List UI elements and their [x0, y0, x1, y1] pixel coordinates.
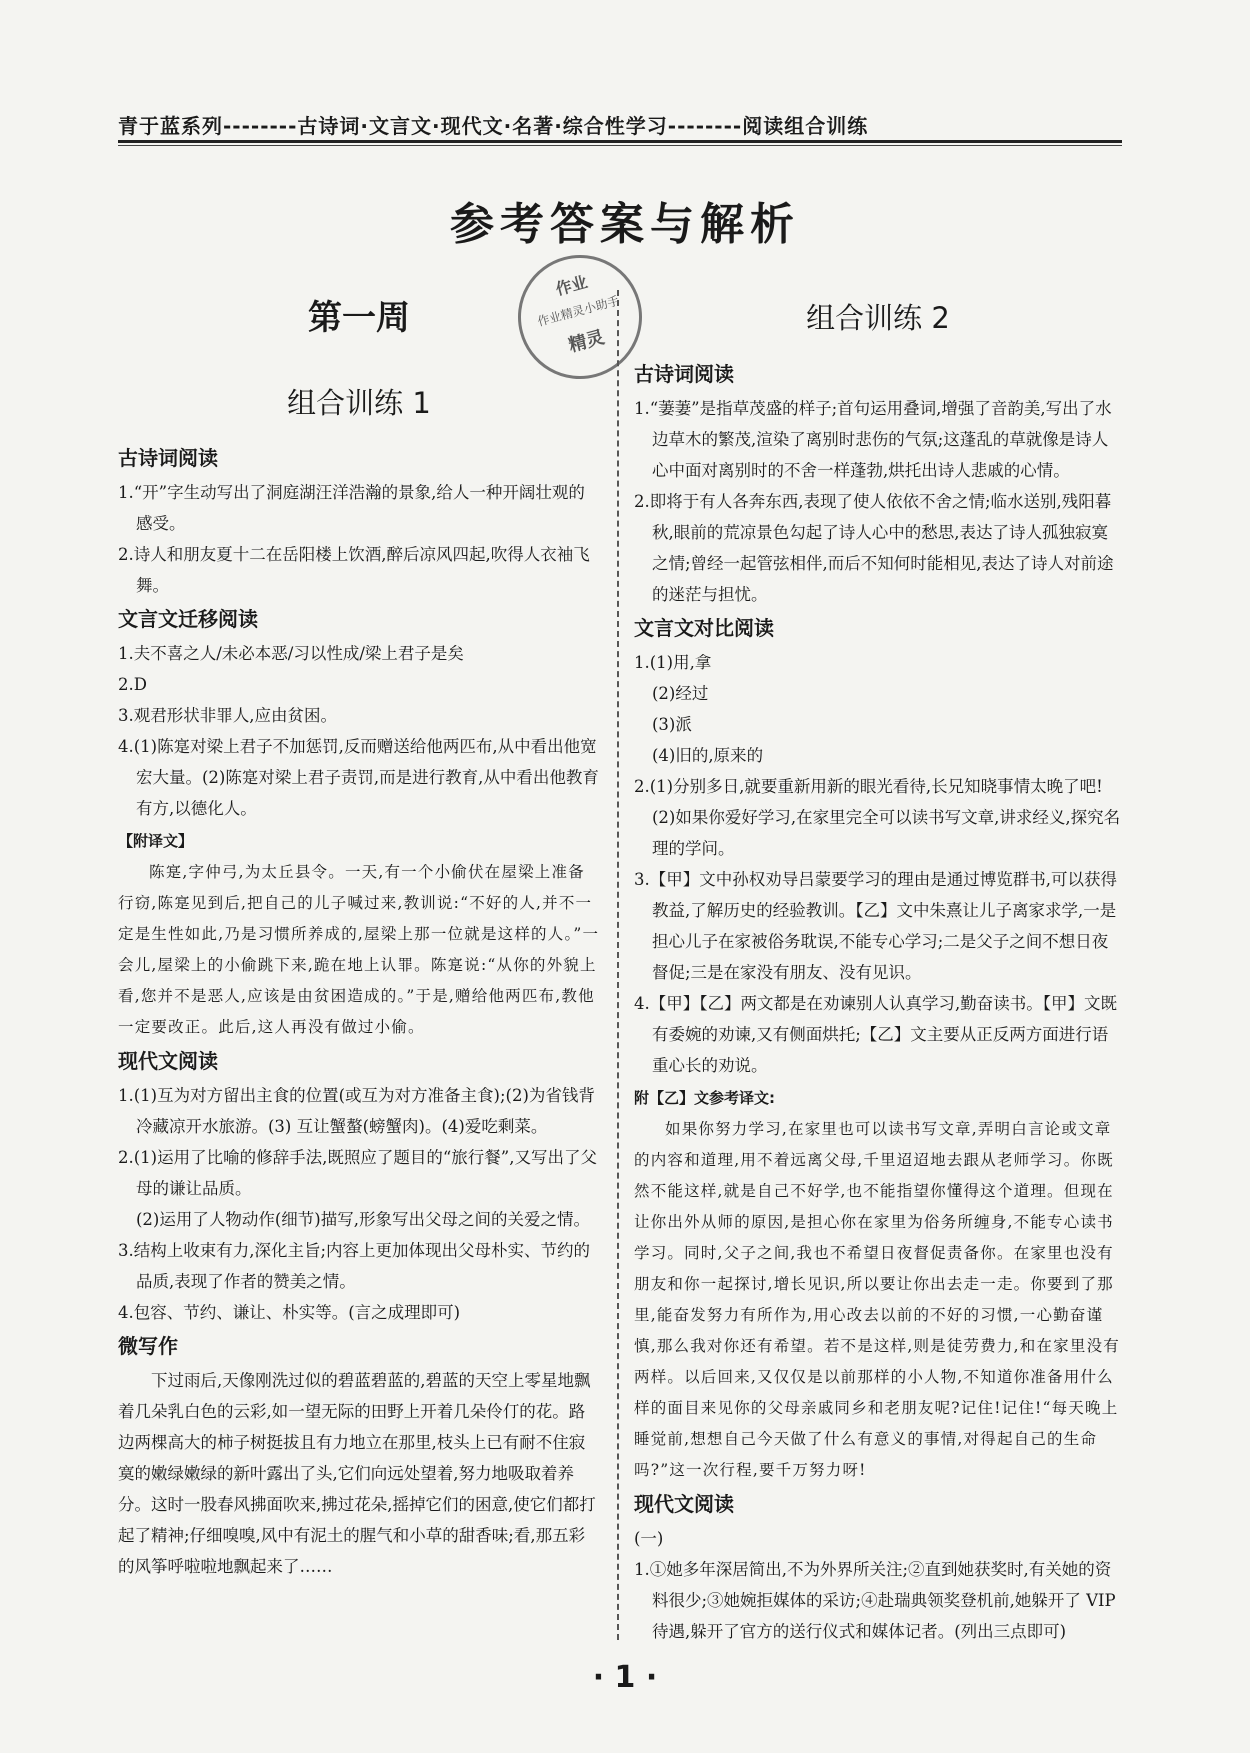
translation-label: 【附译文】 [118, 832, 194, 850]
answer-item: 1.夫不喜之人/未必本恶/习以性成/梁上君子是矣 [118, 644, 464, 663]
right-column [634, 356, 1122, 1647]
header-rule-thin [118, 145, 1122, 146]
translation-label: 附【乙】文参考译文: [634, 1089, 775, 1107]
column-divider [617, 290, 619, 1640]
answer-subitem: (2)如果你爱好学习,在家里完全可以读书写文章,讲求经义,探究名理的学问。 [652, 808, 1121, 858]
translation-text: 如果你努力学习,在家里也可以读书写文章,弄明白言论或文章的内容和道理,用不着远离父母,千里迢迢地去跟从老师学习。你既然不能这样,就是自己不好学,也不能指望你懂得这个道理。但现在让你出外从师的原因,是担心你在家里为俗务所缠身,不能专心读书学习。同时,父子之间,我也不希望日夜督促责备你。在家里也没有朋友和你一起探讨,增长见识,所以要让你出去走一走。你要到了那里,能奋发努力有所作为,用心改去以前的不好的习惯,一心勤奋谨慎,那么我对你还有希望。若不是这样,则是徒劳费力,和在家里没有两样。以后回来,又仅仅是以前那样的小人物,不知道你准备用什么样的面目来见你的父母亲戚同乡和老朋友呢?记住!记住!“每天晚上睡觉前,想想自己今天做了什么有意义的事情,对得起自己的生命吗?”这一次行程,要千万努力呀! [634, 1120, 1120, 1479]
section-title: 文言文迁移阅读 [118, 607, 258, 631]
section-title: 古诗词阅读 [118, 446, 218, 470]
stamp-line-1: 作业 [553, 272, 590, 299]
answer-subitem: (2)运用了人物动作(细节)描写,形象写出父母之间的关爱之情。 [136, 1210, 590, 1229]
answer-subitem: (4)旧的,原来的 [652, 746, 764, 765]
stamp-line-3: 精灵 [566, 326, 607, 357]
answer-subitem: (3)派 [652, 715, 692, 734]
left-column [118, 440, 600, 1582]
section-title: 现代文阅读 [118, 1049, 218, 1073]
section-title: 现代文阅读 [634, 1492, 734, 1516]
answer-item: 1.(1)互为对方留出主食的位置(或互为对方准备主食);(2)为省钱背冷藏凉开水旅游。(3) 互让蟹螯(螃蟹肉)。(4)爱吃剩菜。 [118, 1086, 595, 1136]
answer-item: 3.【甲】文中孙权劝导吕蒙要学习的理由是通过博览群书,可以获得教益,了解历史的经验教训。【乙】文中朱熹让儿子离家求学,一是担心儿子在家被俗务耽误,不能专心学习;二是父子之间不想日夜督促;三是在家没有朋友、没有见识。 [634, 870, 1117, 982]
answer-subitem: (2)经过 [652, 684, 709, 703]
answer-item: 2.即将于有人各奔东西,表现了使人依依不舍之情;临水送别,残阳暮秋,眼前的荒凉景色勾起了诗人心中的愁思,表达了诗人孤独寂寞之情;曾经一起管弦相伴,而后不知何时能相见,表达了诗人对前途的迷茫与担忧。 [634, 492, 1114, 604]
running-header: 青于蓝系列--------古诗词·文言文·现代文·名著·综合性学习--------阅读组合训练 [118, 114, 869, 138]
writing-paragraph: 下过雨后,天像刚洗过似的碧蓝碧蓝的,碧蓝的天空上零星地飘着几朵乳白色的云彩,如一望无际的田野上开着几朵伶仃的花。路边两棵高大的柿子树挺拔且有力地立在那里,枝头上已有耐不住寂寞的嫩绿嫩绿的新叶露出了头,它们向远处望着,努力地吸取着养分。这时一股春风拂面吹来,拂过花朵,摇掉它们的困意,使它们都打起了精神;仔细嗅嗅,风中有泥土的腥气和小草的甜香味;看,那五彩的风筝呼啦啦地飘起来了…… [118, 1371, 596, 1576]
answer-item: 1.“萋萋”是指草茂盛的样子;首句运用叠词,增强了音韵美,写出了水边草木的繁茂,渲染了离别时悲伤的气氛;这蓬乱的草就像是诗人心中面对离别时的不舍一样蓬勃,烘托出诗人悲戚的心情。 [634, 399, 1112, 480]
translation-text: 陈寔,字仲弓,为太丘县令。一天,有一个小偷伏在屋梁上准备行窃,陈寔见到后,把自己的儿子喊过来,教训说:“不好的人,并不一定是生性如此,乃是习惯所养成的,屋梁上那一位就是这样的人。”一会儿,屋梁上的小偷跳下来,跪在地上认罪。陈寔说:“从你的外貌上看,您并不是恶人,应该是由贫困造成的。”于是,赠给他两匹布,教他一定要改正。此后,这人再没有做过小偷。 [118, 863, 600, 1036]
section-title: 古诗词阅读 [634, 362, 734, 386]
subsection-label: (一) [634, 1529, 664, 1548]
answer-item: 2.(1)运用了比喻的修辞手法,既照应了题目的“旅行餐”,又写出了父母的谦让品质。 [118, 1148, 597, 1198]
page-number: · 1 · [592, 1660, 658, 1695]
answer-item: 3.观君形状非罪人,应由贫困。 [118, 706, 337, 725]
answer-item: 4.(1)陈寔对梁上君子不加惩罚,反而赠送给他两匹布,从中看出他宽宏大量。(2)陈寔对梁上君子责罚,而是进行教育,从中看出他教育有方,以德化人。 [118, 737, 599, 818]
answer-item: 1.“开”字生动写出了洞庭湖汪洋浩瀚的景象,给人一种开阔壮观的感受。 [118, 483, 585, 533]
stamp-line-2: 作业精灵小助手 [536, 293, 621, 329]
answer-item: 2.诗人和朋友夏十二在岳阳楼上饮酒,醉后凉风四起,吹得人衣袖飞舞。 [118, 545, 590, 595]
main-title: 参考答案与解析 [450, 199, 800, 250]
answer-item: 1.(1)用,拿 [634, 653, 712, 672]
section-title: 文言文对比阅读 [634, 616, 774, 640]
week-title: 第一周 [308, 298, 410, 338]
answer-item: 4.【甲】【乙】两文都是在劝谏别人认真学习,勤奋读书。【甲】文既有委婉的劝谏,又有侧面烘托;【乙】文主要从正反两方面进行语重心长的劝说。 [634, 994, 1117, 1075]
answer-item: 3.结构上收束有力,深化主旨;内容上更加体现出父母朴实、节约的品质,表现了作者的赞美之情。 [118, 1241, 591, 1291]
set-title-1: 组合训练 1 [287, 386, 431, 420]
answer-item: 4.包容、节约、谦让、朴实等。(言之成理即可) [118, 1303, 461, 1322]
header-rule [118, 140, 1122, 143]
answer-item: 2.D [118, 675, 147, 694]
set-title-2: 组合训练 2 [806, 301, 950, 335]
answer-item: 2.(1)分别多日,就要重新用新的眼光看待,长兄知晓事情太晚了吧! [634, 777, 1103, 796]
section-title: 微写作 [118, 1334, 178, 1358]
answer-item: 1.①她多年深居简出,不为外界所关注;②直到她获奖时,有关她的资料很少;③她婉拒媒体的采访;④赴瑞典领奖登机前,她躲开了 VIP 待遇,躲开了官方的送行仪式和媒体记者。(列出三点即可) [634, 1560, 1116, 1641]
